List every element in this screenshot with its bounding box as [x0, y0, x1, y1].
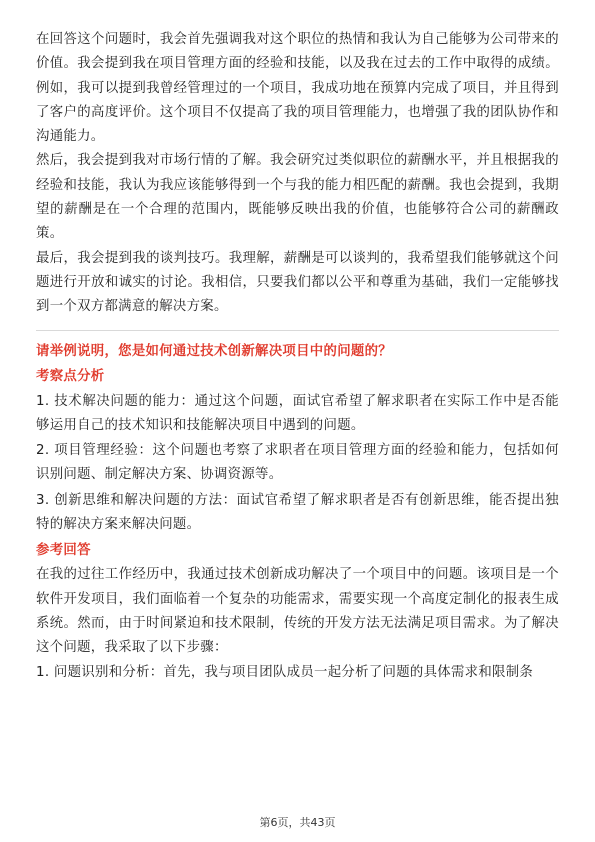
answer-paragraph-1: 在我的过往工作经历中，我通过技术创新成功解决了一个项目中的问题。该项目是一个软件开发项目，我们面临着一个复杂的功能需求，需要实现一个高度定制化的报表生成系统。然而，由于时间紧迫和技术限制，传统的开发方法无法满足项目需求。为了解决这个问题，我采取了以下步骤：: [36, 567, 559, 656]
intro-paragraph-3: 最后，我会提到我的谈判技巧。我理解，薪酬是可以谈判的，我希望我们能够就这个问题进行开放和诚实的讨论。我相信，只要我们都以公平和尊重为基础，我们一定能够找到一个双方都满意的解决方案。: [36, 250, 559, 315]
intro-paragraph-2: 然后，我会提到我对市场行情的了解。我会研究过类似职位的薪酬水平，并且根据我的经验和技能，我认为我应该能够得到一个与我的能力相匹配的薪酬。我也会提到，我期望的薪酬是在一个合理的范围内，既能够反映出我的价值，也能够符合公司的薪酬政策。: [36, 153, 559, 242]
question-title: 请举例说明，您是如何通过技术创新解决项目中的问题的？: [36, 343, 392, 359]
answer-heading: 参考回答: [36, 543, 91, 559]
document-body: [36, 28, 559, 685]
analysis-heading: 考察点分析: [36, 368, 105, 384]
section-divider: [36, 330, 559, 331]
analysis-item-3: 3. 创新思维和解决问题的方法：面试官希望了解求职者是否有创新思维，能否提出独特的解决方案来解决问题。: [36, 492, 559, 533]
answer-paragraph-2: 1. 问题识别和分析：首先，我与项目团队成员一起分析了问题的具体需求和限制条: [36, 664, 534, 680]
page-number-footer: 第6页，共43页: [259, 816, 336, 829]
analysis-item-1: 1. 技术解决问题的能力：通过这个问题，面试官希望了解求职者在实际工作中是否能够运用自己的技术知识和技能解决项目中遇到的问题。: [36, 393, 559, 433]
intro-paragraph-1: 在回答这个问题时，我会首先强调我对这个职位的热情和我认为自己能够为公司带来的价值。我会提到我在项目管理方面的经验和技能，以及我在过去的工作中取得的成绩。例如，我可以提到我曾经管理过的一个项目，我成功地在预算内完成了项目，并且得到了客户的高度评价。这个项目不仅提高了我的项目管理能力，也增强了我的团队协作和沟通能力。: [36, 32, 559, 145]
analysis-item-2: 2. 项目管理经验：这个问题也考察了求职者在项目管理方面的经验和能力，包括如何识别问题、制定解决方案、协调资源等。: [36, 443, 559, 483]
